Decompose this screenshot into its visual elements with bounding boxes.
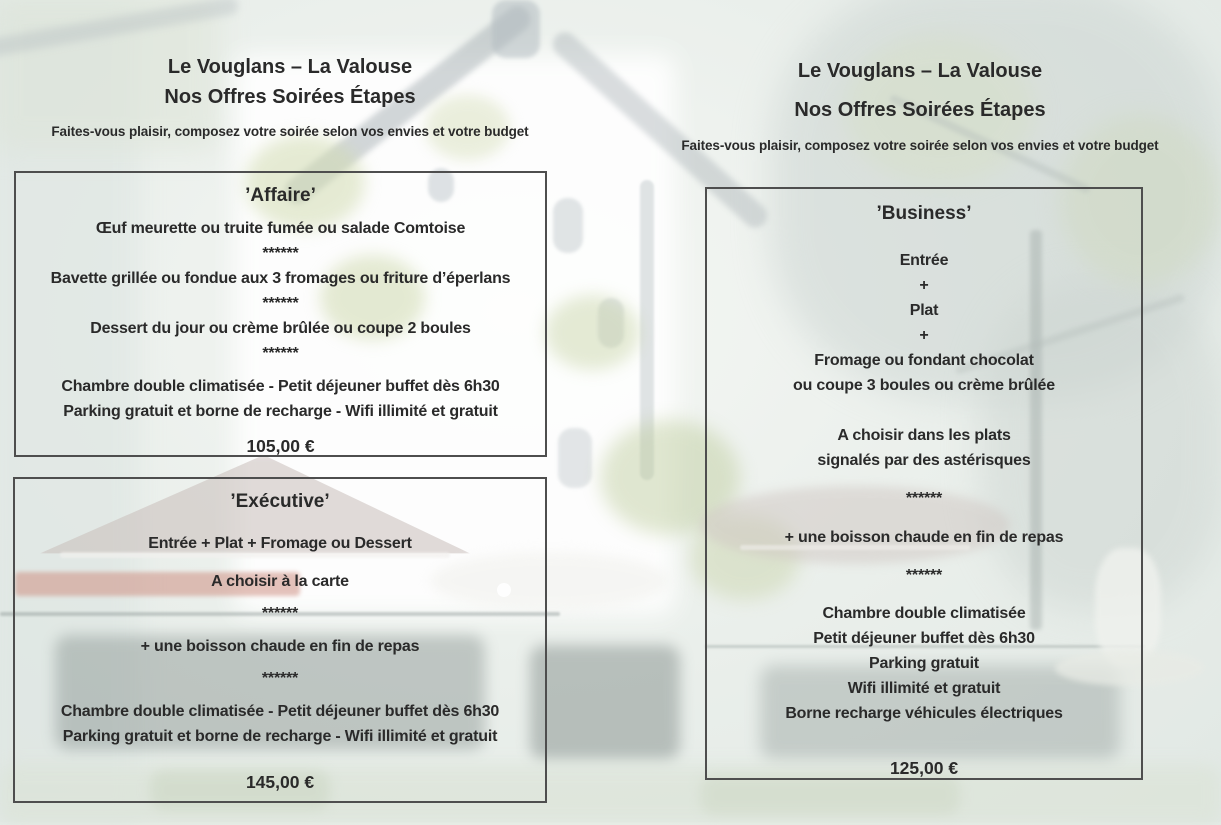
menu-line: Entrée: [899, 252, 949, 269]
offer-box-executive: [13, 477, 547, 803]
separator-asterisks: ******: [905, 490, 943, 507]
page-title: Le Vouglans – La Valouse: [167, 56, 413, 78]
page-subtitle: Nos Offres Soirées Étapes: [164, 86, 416, 108]
offer-name: ’Exécutive’: [230, 491, 330, 512]
menu-line: ou coupe 3 boules ou crème brûlée: [793, 377, 1055, 394]
page-subtitle: Nos Offres Soirées Étapes: [794, 99, 1046, 121]
menu-line: Dessert du jour ou crème brûlée ou coupe 2 boules: [90, 320, 471, 337]
menu-line: Bavette grillée ou fondue aux 3 fromages ou friture d’éperlans: [50, 270, 511, 287]
menu-line: Parking gratuit et borne de recharge - Wifi illimité et gratuit: [62, 728, 498, 745]
tagline: Faites-vous plaisir, composez votre soirée selon vos envies et votre budget: [681, 138, 1159, 153]
menu-line: Fromage ou fondant chocolat: [814, 352, 1034, 369]
menu-line: Chambre double climatisée - Petit déjeuner buffet dès 6h30: [60, 703, 500, 720]
menu-line: Chambre double climatisée: [822, 605, 1026, 622]
menu-line: Chambre double climatisée - Petit déjeuner buffet dès 6h30: [61, 378, 500, 395]
menu-line: Petit déjeuner buffet dès 6h30: [813, 630, 1035, 647]
menu-line: + une boisson chaude en fin de repas: [140, 638, 420, 655]
offer-price: 145,00 €: [245, 772, 315, 792]
separator-asterisks: ******: [905, 567, 943, 584]
separator-asterisks: ******: [262, 295, 299, 312]
menu-line: Plat: [909, 302, 939, 319]
menu-line: Entrée + Plat + Fromage ou Dessert: [148, 535, 412, 552]
menu-line: A choisir dans les plats: [837, 427, 1011, 444]
offer-box-affaire: [14, 171, 547, 457]
separator-asterisks: ******: [261, 605, 299, 622]
menu-line: Parking gratuit et borne de recharge - Wifi illimité et gratuit: [63, 403, 498, 420]
offer-price: 125,00 €: [889, 758, 959, 778]
header-right: [645, 58, 1195, 154]
separator-asterisks: ******: [261, 670, 299, 687]
menu-line: + une boisson chaude en fin de repas: [784, 529, 1064, 546]
separator-asterisks: ******: [262, 245, 299, 262]
menu-line: Wifi illimité et gratuit: [847, 680, 1001, 697]
offer-price: 105,00 €: [246, 436, 315, 456]
menu-line: Parking gratuit: [869, 655, 979, 672]
menu-line: A choisir à la carte: [211, 573, 349, 590]
menu-line: Borne recharge véhicules électriques: [785, 705, 1063, 722]
menu-line: Œuf meurette ou truite fumée ou salade Comtoise: [95, 220, 466, 237]
separator-asterisks: ******: [262, 345, 299, 362]
offer-name: ’Business’: [876, 203, 972, 224]
offer-box-business: [705, 187, 1143, 780]
menu-line: signalés par des astérisques: [817, 452, 1031, 469]
menu-line: +: [919, 277, 929, 294]
header-left: [0, 54, 580, 140]
menu-line: +: [919, 327, 929, 344]
tagline: Faites-vous plaisir, composez votre soirée selon vos envies et votre budget: [51, 124, 529, 139]
page-title: Le Vouglans – La Valouse: [797, 60, 1043, 82]
offer-name: ’Affaire’: [245, 185, 316, 206]
